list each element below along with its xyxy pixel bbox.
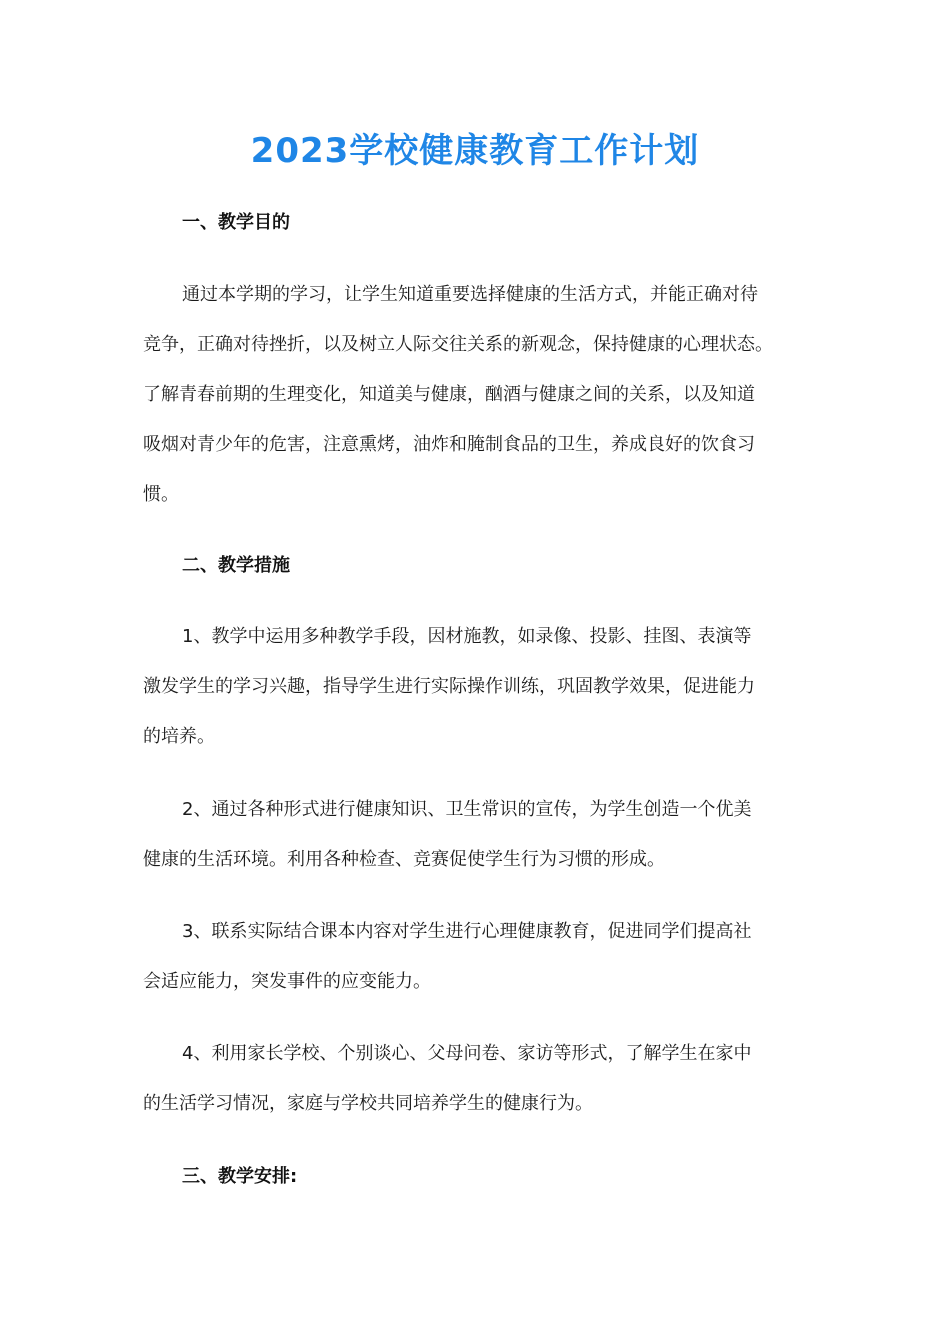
paragraph-line: 3、联系实际结合课本内容对学生进行心理健康教育，促进同学们提高社 (182, 921, 752, 942)
paragraph-line: 2、通过各种形式进行健康知识、卫生常识的宣传，为学生创造一个优美 (182, 799, 752, 820)
section-heading-measures: 二、教学措施 (182, 555, 290, 576)
paragraph-line: 会适应能力，突发事件的应变能力。 (143, 971, 431, 992)
paragraph-line: 了解青春前期的生理变化，知道美与健康，酗酒与健康之间的关系，以及知道 (143, 384, 755, 405)
paragraph-line: 的培养。 (143, 726, 215, 747)
paragraph-line: 竞争，正确对待挫折，以及树立人际交往关系的新观念，保持健康的心理状态。 (143, 334, 773, 355)
document-title: 2023学校健康教育工作计划 (250, 131, 700, 171)
paragraph-line: 激发学生的学习兴趣，指导学生进行实际操作训练，巩固教学效果，促进能力 (143, 676, 755, 697)
paragraph-objectives (143, 270, 807, 520)
paragraph-line: 健康的生活环境。利用各种检查、竞赛促使学生行为习惯的形成。 (143, 849, 665, 870)
section-heading-objectives: 一、教学目的 (182, 212, 290, 233)
paragraph-measure-2 (143, 785, 807, 885)
paragraph-line: 通过本学期的学习，让学生知道重要选择健康的生活方式，并能正确对待 (182, 284, 758, 305)
paragraph-measure-1 (143, 612, 807, 762)
paragraph-line: 的生活学习情况，家庭与学校共同培养学生的健康行为。 (143, 1093, 593, 1114)
section-heading-schedule: 三、教学安排: (182, 1166, 298, 1187)
paragraph-measure-3 (143, 907, 807, 1007)
paragraph-measure-4 (143, 1029, 807, 1129)
paragraph-line: 1、教学中运用多种教学手段，因材施教，如录像、投影、挂图、表演等 (182, 626, 752, 647)
paragraph-line: 4、利用家长学校、个别谈心、父母问卷、家访等形式，了解学生在家中 (182, 1043, 752, 1064)
paragraph-line: 惯。 (143, 484, 179, 505)
paragraph-line: 吸烟对青少年的危害，注意熏烤，油炸和腌制食品的卫生，养成良好的饮食习 (143, 434, 755, 455)
